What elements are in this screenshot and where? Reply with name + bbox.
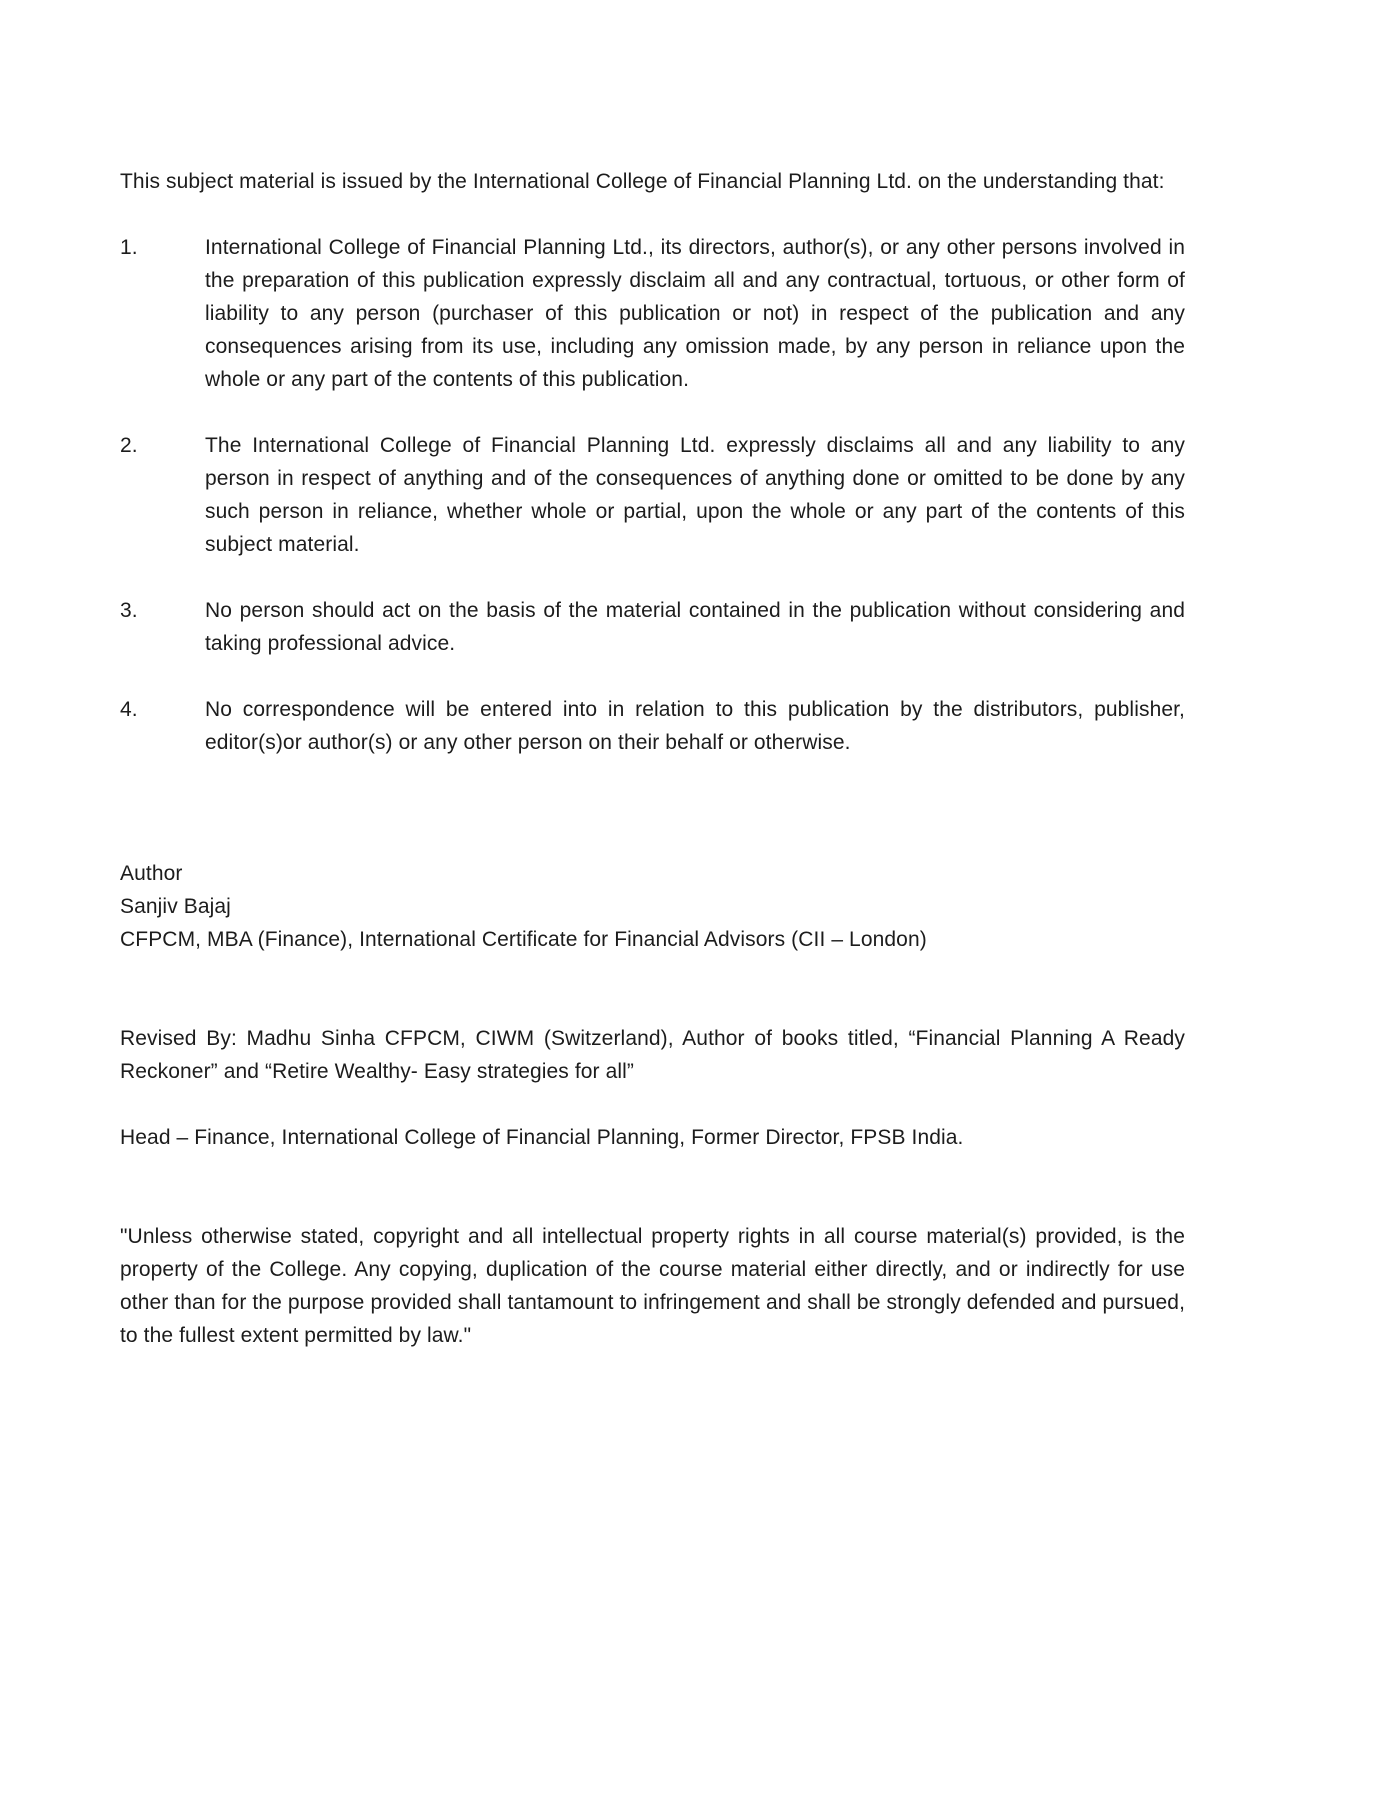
author-credentials: CFPCM, MBA (Finance), International Certificate for Financial Advisors (CII – London) xyxy=(120,928,927,951)
item-number: 4. xyxy=(120,698,138,721)
item-text: The International College of Financial Planning Ltd. expressly disclaims all and any liability to any person in respect of anything and of the consequences of anything done or omitted to be done by any such person in reliance, whether whole or partial, upon the whole or any part of the contents of this subject material. xyxy=(205,434,1185,556)
numbered-item-2 xyxy=(120,429,1185,561)
author-name: Sanjiv Bajaj xyxy=(120,895,231,918)
item-text: No person should act on the basis of the material contained in the publication without considering and taking professional advice. xyxy=(205,599,1185,655)
numbered-item-4 xyxy=(120,693,1185,759)
copyright-paragraph: "Unless otherwise stated, copyright and all intellectual property rights in all course material(s) provided, is the property of the College. Any copying, duplication of the course material either directly, and or indirectly for use other than for the purpose provided shall tantamount to infringement and shall be strongly defended and pursued, to the fullest extent permitted by law." xyxy=(120,1225,1185,1347)
numbered-item-1 xyxy=(120,231,1185,396)
item-number: 3. xyxy=(120,599,138,622)
intro-paragraph: This subject material is issued by the International College of Financial Planning Ltd. on the understanding that: xyxy=(120,170,1165,193)
item-text: No correspondence will be entered into in relation to this publication by the distributors, publisher, editor(s)or author(s) or any other person on their behalf or otherwise. xyxy=(205,698,1185,754)
numbered-item-3 xyxy=(120,594,1185,660)
item-text: International College of Financial Planning Ltd., its directors, author(s), or any other persons involved in the preparation of this publication expressly disclaim all and any contractual, tortuous, or other form of liability to any person (purchaser of this publication or not) in respect of the publication and any consequences arising from its use, including any omission made, by any person in reliance upon the whole or any part of the contents of this publication. xyxy=(205,236,1185,391)
numbered-list xyxy=(120,231,1185,759)
author-section xyxy=(120,857,1185,956)
head-finance-line: Head – Finance, International College of Financial Planning, Former Director, FPSB India. xyxy=(120,1126,964,1149)
item-number: 2. xyxy=(120,434,138,457)
author-heading: Author xyxy=(120,862,183,885)
item-number: 1. xyxy=(120,236,138,259)
revised-by-paragraph: Revised By: Madhu Sinha CFPCM, CIWM (Switzerland), Author of books titled, “Financial Planning A Ready Reckoner” and “Retire Wealthy- Easy strategies for all” xyxy=(120,1027,1185,1083)
